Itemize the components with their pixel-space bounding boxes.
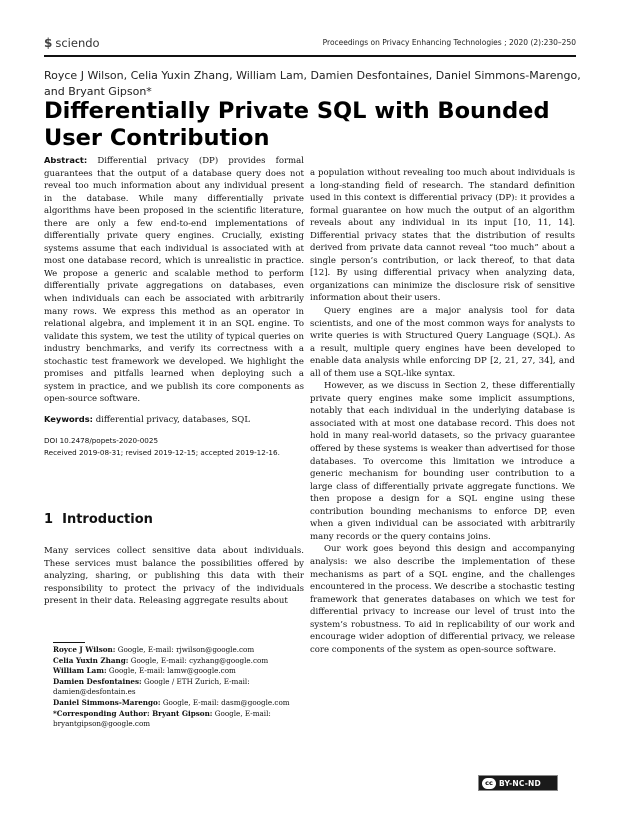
footnote-text: Google, E-mail: bryantgipson@google.com [53,708,271,729]
intro-paragraph: Our work goes beyond this design and accompanying analysis: we also describe the implementation of these mechanisms as part of a SQL engine, and the challenges encountered in the process. We describe a stochastic testing framework that generates databases on which we test for differential privacy to increase our level of trust into the system’s robustness. To aid in replicability of our work and encourage wider adoption of differential privacy, we release core components of the system as open-source software. [310,544,575,655]
footnote-text: Google, E-mail: lamw@google.com [108,666,236,676]
abstract-label: Abstract: [44,155,88,165]
author-list: Royce J Wilson, Celia Yuxin Zhang, William Lam, Damien Desfontaines, Daniel Simmons-Marengo, and Bryant Gipson* [44,69,581,98]
footnote-author: *Corresponding Author: Bryant Gipson: [53,708,213,718]
doi[interactable]: DOI 10.2478/popets-2020-0025 [44,436,159,446]
intro-paragraph: a population without revealing too much about individuals is a long-standing field of research. The standard definition used in this context is differential privacy (DP): it provides a formal guarantee on how much the output of an algorithm reveals about any individual in its input [10, 11, 14]. Differential privacy states that the distribution of results derived from private data cannot reveal “too much” about a single person’s contribution, or lack thereof, to that data [12]. By using differential privacy when analyzing data, organizations can minimize the disclosure risk of sensitive information about their users. [310,168,575,304]
keywords-label: Keywords: [44,413,93,424]
keywords-text: differential privacy, databases, SQL [95,414,250,425]
section-number: 1 [44,512,54,527]
creative-commons-icon: cc [482,778,496,789]
footnote-author: Damien Desfontaines: [53,676,142,686]
intro-paragraph: Many services collect sensitive data about individuals. These services must balance the possibilities offered by analyzing, sharing, or publishing this data with their responsibility to protect the privacy of the individuals present in their data. Releasing aggregate results about [44,546,304,607]
footnote-item [53,645,308,656]
footnote-author: Celia Yuxin Zhang: [53,655,129,665]
publication-info [44,435,304,458]
footnote-item [53,666,308,677]
sciendo-logo-icon: $ [44,36,53,50]
intro-paragraph: Query engines are a major analysis tool for data scientists, and one of the most common ways for analysts to write queries is with Structured Query Language (SQL). As a result, multiple query engines have been developed to enable data analysis while enforcing DP [2, 21, 27, 34], and all of them use a SQL-like syntax. [310,306,575,379]
author-affiliations [53,645,308,730]
section-title: Introduction [62,512,153,527]
abstract-column [44,154,304,458]
footnote-divider [53,642,85,643]
footnote-text: Google, E-mail: cyzhang@google.com [130,655,269,665]
footnote-item [53,656,308,667]
keywords [44,413,304,427]
footnote-item [53,709,308,730]
intro-paragraph: However, as we discuss in Section 2, these differentially private query engines make some implicit assumptions, notably that each individual in the underlying database is associated with at most one database record. This does not hold in many real-world datasets, so the privacy guarantee offered by these systems is weaker than advertised for those databases. To overcome this limitation we introduce a generic mechanism for bounding user contribution to a large class of differentially private aggregate functions. We then propose a design for a SQL engine using these contribution bounding mechanisms to enforce DP, even when a given individual can be associated with arbitrarily many records or the query contains joins. [310,381,575,542]
footnote-item [53,698,308,709]
footnote-author: Royce J Wilson: [53,645,116,654]
footnote-text: Google, E-mail: dasm@google.com [162,697,290,707]
footnote-author: William Lam: [53,666,107,676]
section-heading [44,512,153,527]
intro-right-column [310,167,575,656]
publisher-logo [44,36,100,50]
intro-left [44,545,304,608]
journal-citation: Proceedings on Privacy Enhancing Technologies ; 2020 (2):230–250 [322,38,576,47]
header-divider [44,55,576,57]
page-header [44,36,576,52]
footnote-author: Daniel Simmons-Marengo: [53,697,161,707]
license-badge[interactable] [478,775,558,791]
abstract-text: Differential privacy (DP) provides formal guarantees that the output of a database query does not reveal too much information about any individual present in the database. While many differentially private algorithms have been proposed in the scientific literature, there are only a few end-to-end implementations of differentially private query engines. Crucially, existing systems assume that each individual is associated with at most one database record, which is unrealistic in practice. We propose a generic and scalable method to perform differentially private aggregations on databases, even when individuals can each be associated with arbitrarily many rows. We express this method as an operator in relational algebra, and implement it in an SQL engine. To validate this system, we test the utility of typical queries on industry benchmarks, and verify its correctness with a stochastic test framework we developed. We highlight the promises and pitfalls learned when deploying such a system in practice, and we publish its core components as open-source software. [44,156,304,405]
footnote-text: Google / ETH Zurich, E-mail: damien@desfontain.es [53,676,250,697]
footnote-item [53,677,308,698]
received-dates: Received 2019-08-31; revised 2019-12-15; accepted 2019-12-16. [44,447,280,457]
abstract [44,154,304,406]
publisher-name: sciendo [55,36,100,50]
paper-title: Differentially Private SQL with Bounded User Contribution [44,98,550,151]
license-text: BY-NC-ND [499,778,541,788]
footnote-text: Google, E-mail: rjwilson@google.com [117,645,255,654]
